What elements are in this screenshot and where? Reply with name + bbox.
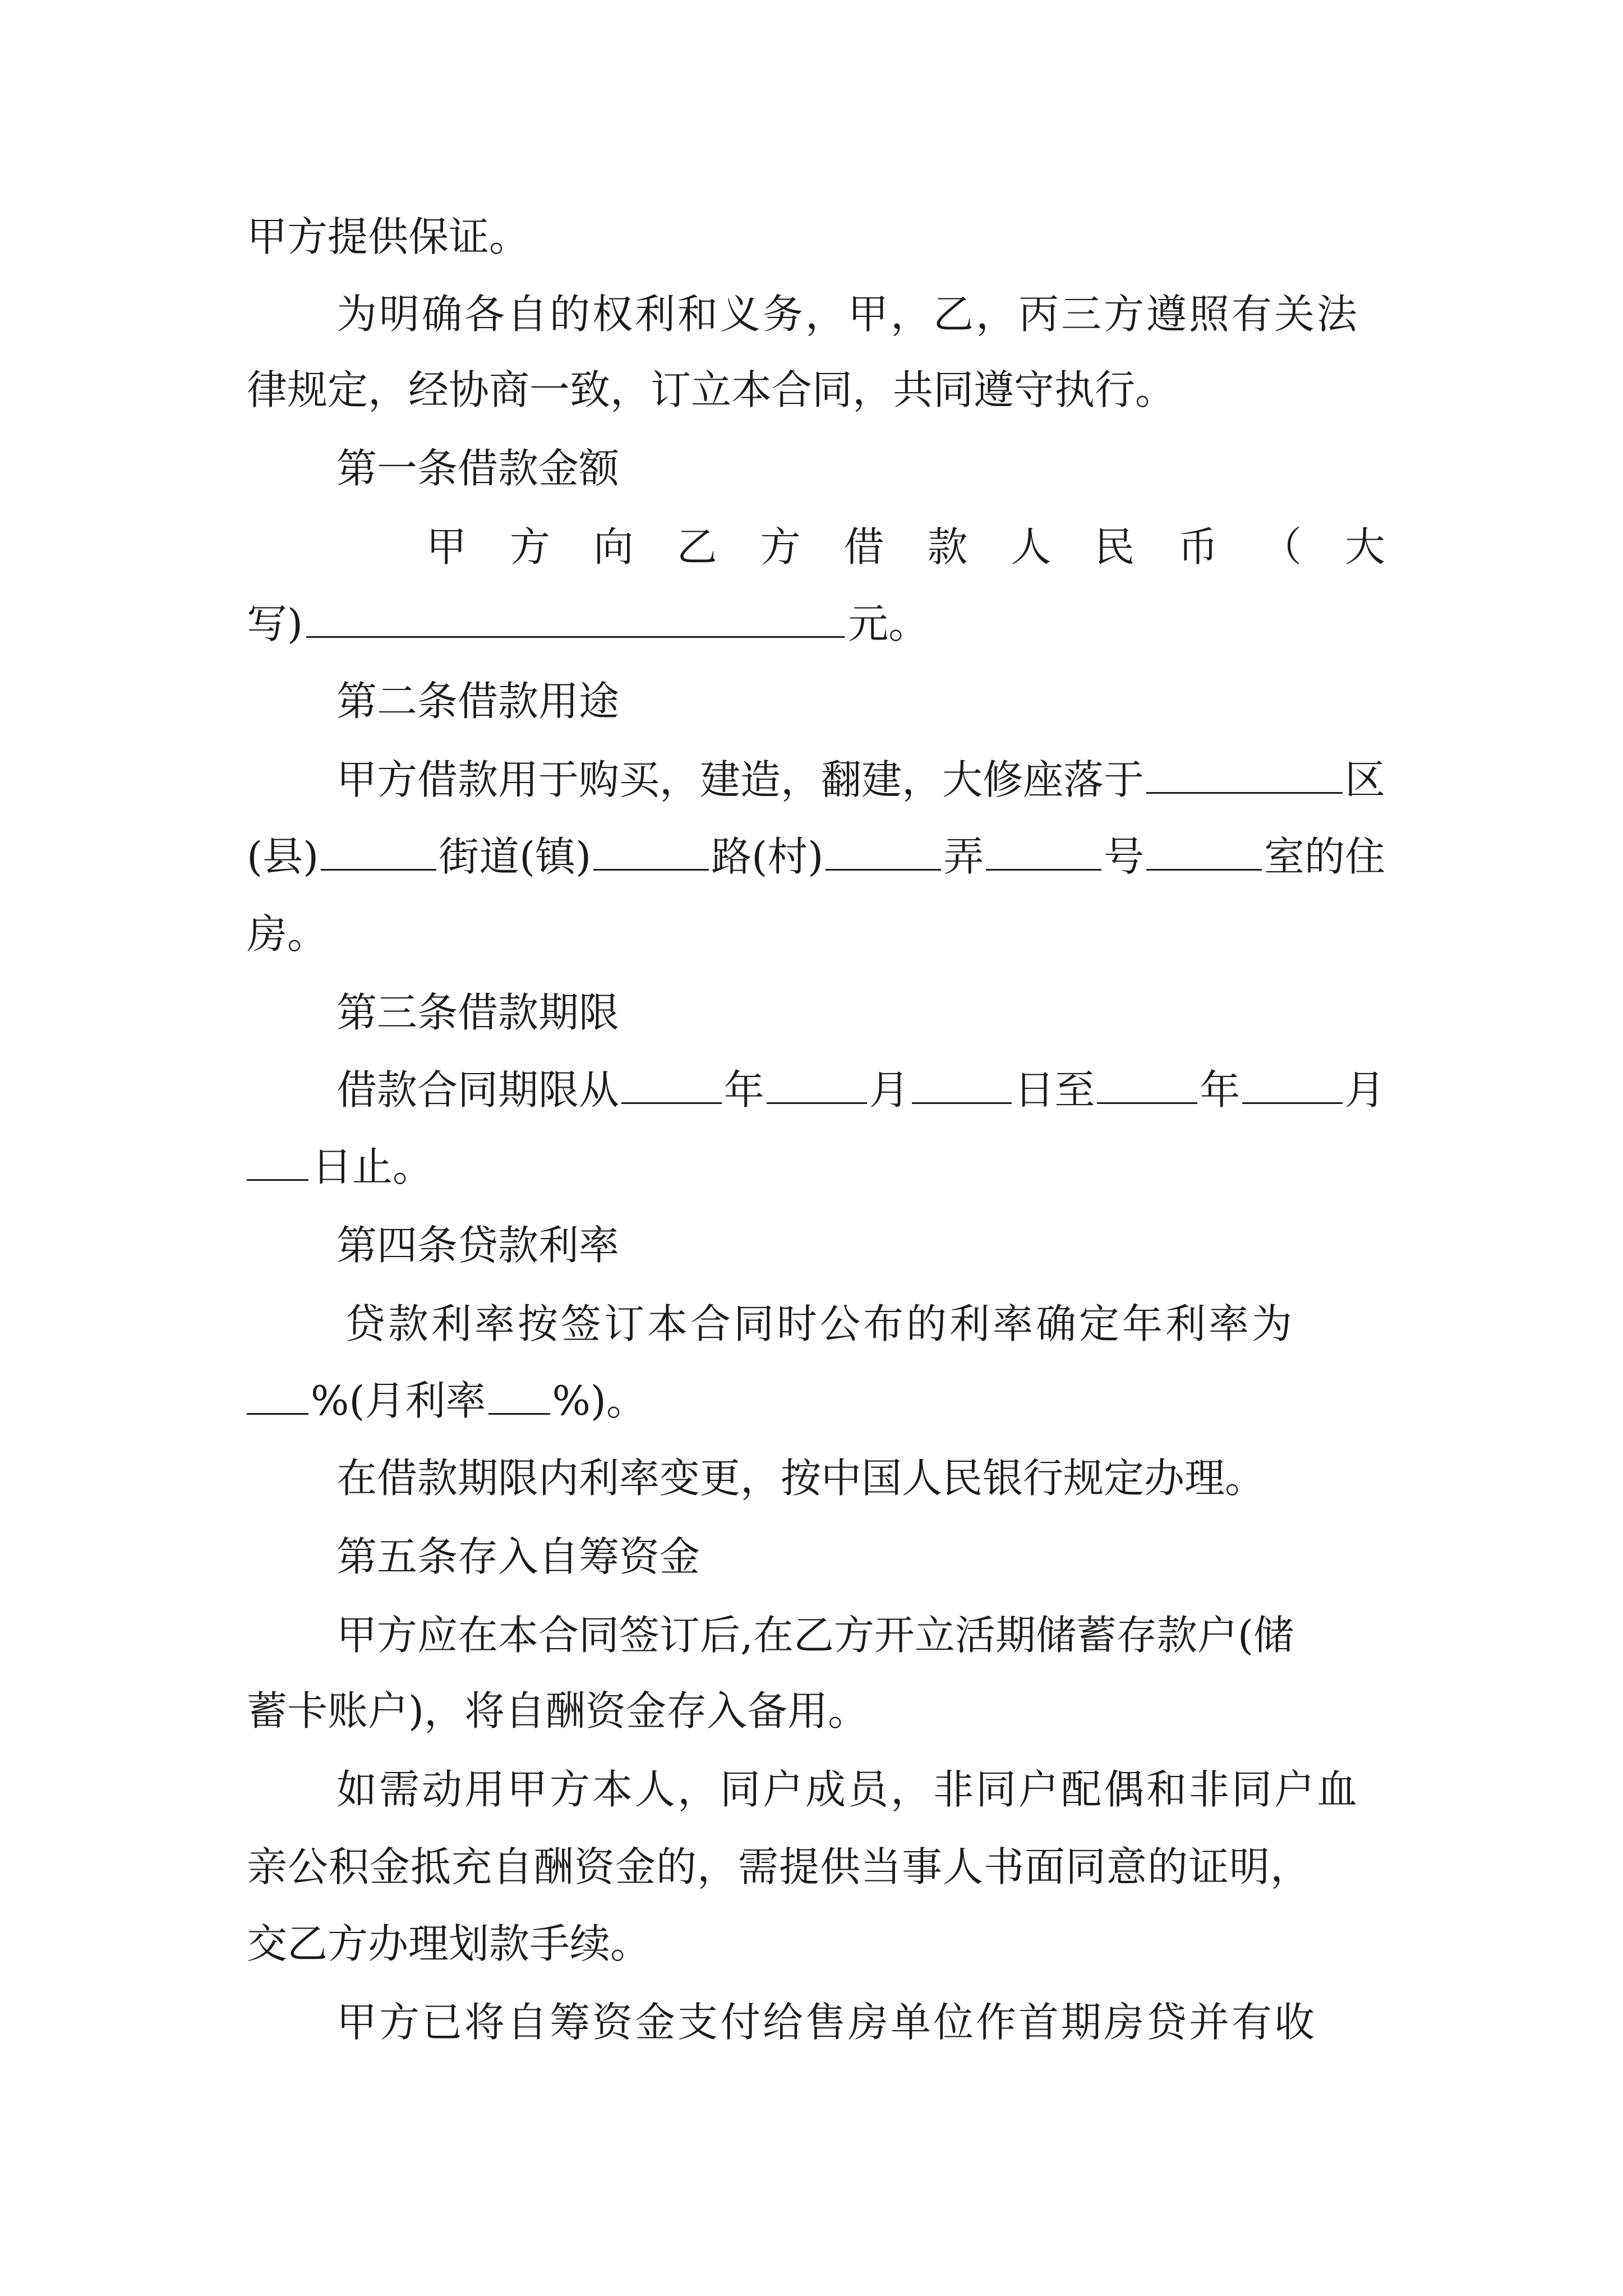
fill-blank-amount[interactable] xyxy=(306,599,845,638)
paragraph-line xyxy=(336,1062,1385,1118)
section-heading: 第四条贷款利率 xyxy=(336,1222,620,1269)
char: 乙 xyxy=(676,523,717,570)
paragraph-line: 为明确各自的权利和义务，甲，乙，丙三方遵照有关法 xyxy=(336,291,1360,338)
text: 日止。 xyxy=(312,1143,434,1190)
text: 年 xyxy=(1200,1066,1241,1114)
paragraph-line: 房。 xyxy=(247,910,328,958)
text: (县) xyxy=(247,833,319,880)
fill-blank-annual-rate[interactable] xyxy=(247,1376,308,1415)
fill-blank-county[interactable] xyxy=(321,830,436,871)
paragraph-line: 如需动用甲方本人，同户成员，非同户配偶和非同户血 xyxy=(336,1766,1360,1813)
paragraph-line: 甲方已将自筹资金支付给售房单位作首期房贷并有收 xyxy=(336,1999,1317,2046)
char: 民 xyxy=(1094,523,1135,570)
text: 街道(镇) xyxy=(439,833,592,880)
paragraph-line: 甲方提供保证。 xyxy=(247,213,530,260)
paragraph-line xyxy=(247,1139,1385,1195)
paragraph-line xyxy=(336,752,1385,808)
paragraph-line: 亲公积金抵充自酬资金的，需提供当事人书面同意的证明， xyxy=(247,1843,1312,1890)
fill-blank-lane[interactable] xyxy=(986,830,1101,871)
text: 号 xyxy=(1104,833,1145,880)
fill-blank-start-day[interactable] xyxy=(912,1063,1012,1104)
paragraph-line xyxy=(247,1373,1385,1429)
text: 年 xyxy=(723,1066,764,1114)
char: 大 xyxy=(1344,523,1385,570)
fill-blank-street[interactable] xyxy=(593,830,709,871)
text: 写) xyxy=(247,600,303,647)
char: 人 xyxy=(1011,523,1052,570)
justified-line xyxy=(426,519,1385,575)
fill-blank-start-month[interactable] xyxy=(767,1063,867,1104)
text: %(月利率 xyxy=(311,1377,486,1424)
text: %)。 xyxy=(552,1377,647,1424)
text: 室的住 xyxy=(1264,833,1385,880)
char: 借 xyxy=(843,523,884,570)
char: 币 xyxy=(1178,523,1219,570)
section-heading: 第二条借款用途 xyxy=(336,678,620,725)
text: 区 xyxy=(1344,756,1385,803)
text: 弄 xyxy=(943,833,984,880)
text: 路(村) xyxy=(711,833,824,880)
fill-blank-number[interactable] xyxy=(1146,830,1262,871)
char: 款 xyxy=(927,523,968,570)
char: 向 xyxy=(593,523,634,570)
char: 方 xyxy=(509,523,550,570)
fill-blank-start-year[interactable] xyxy=(621,1063,722,1104)
paragraph-line: 贷款利率按签订本合同时公布的利率确定年利率为 xyxy=(345,1300,1295,1347)
paragraph-line: 交乙方办理划款手续。 xyxy=(247,1920,651,1967)
fill-blank-end-month[interactable] xyxy=(1242,1063,1343,1104)
fill-blank-district[interactable] xyxy=(1146,753,1343,794)
paragraph-line: 甲方应在本合同签订后,在乙方开立活期储蓄存款户(储 xyxy=(336,1612,1294,1659)
section-heading: 第五条存入自筹资金 xyxy=(336,1533,700,1580)
paragraph-line: 在借款期限内利率变更，按中国人民银行规定办理。 xyxy=(336,1455,1266,1502)
text: 日至 xyxy=(1014,1066,1095,1114)
char: 方 xyxy=(760,523,801,570)
text: 月 xyxy=(869,1066,910,1114)
fill-blank-end-day[interactable] xyxy=(247,1142,308,1181)
fill-blank-road[interactable] xyxy=(826,830,941,871)
char: （ xyxy=(1261,523,1302,570)
text: 借款合同期限从 xyxy=(336,1066,620,1114)
paragraph-line: 律规定，经协商一致，订立本合同，共同遵守执行。 xyxy=(247,366,1176,413)
section-heading: 第三条借款期限 xyxy=(336,989,620,1036)
section-heading: 第一条借款金额 xyxy=(336,445,620,492)
char: 甲 xyxy=(426,523,467,570)
text: 甲方借款用于购买，建造，翻建，大修座落于 xyxy=(336,756,1145,803)
fill-blank-monthly-rate[interactable] xyxy=(488,1376,550,1415)
fill-blank-end-year[interactable] xyxy=(1097,1063,1197,1104)
paragraph-line xyxy=(247,829,1385,885)
text: 元。 xyxy=(848,600,929,647)
paragraph-line: 蓄卡账户)，将自酬资金存入备用。 xyxy=(247,1687,869,1734)
text: 月 xyxy=(1344,1066,1385,1114)
paragraph-line xyxy=(247,596,1385,652)
